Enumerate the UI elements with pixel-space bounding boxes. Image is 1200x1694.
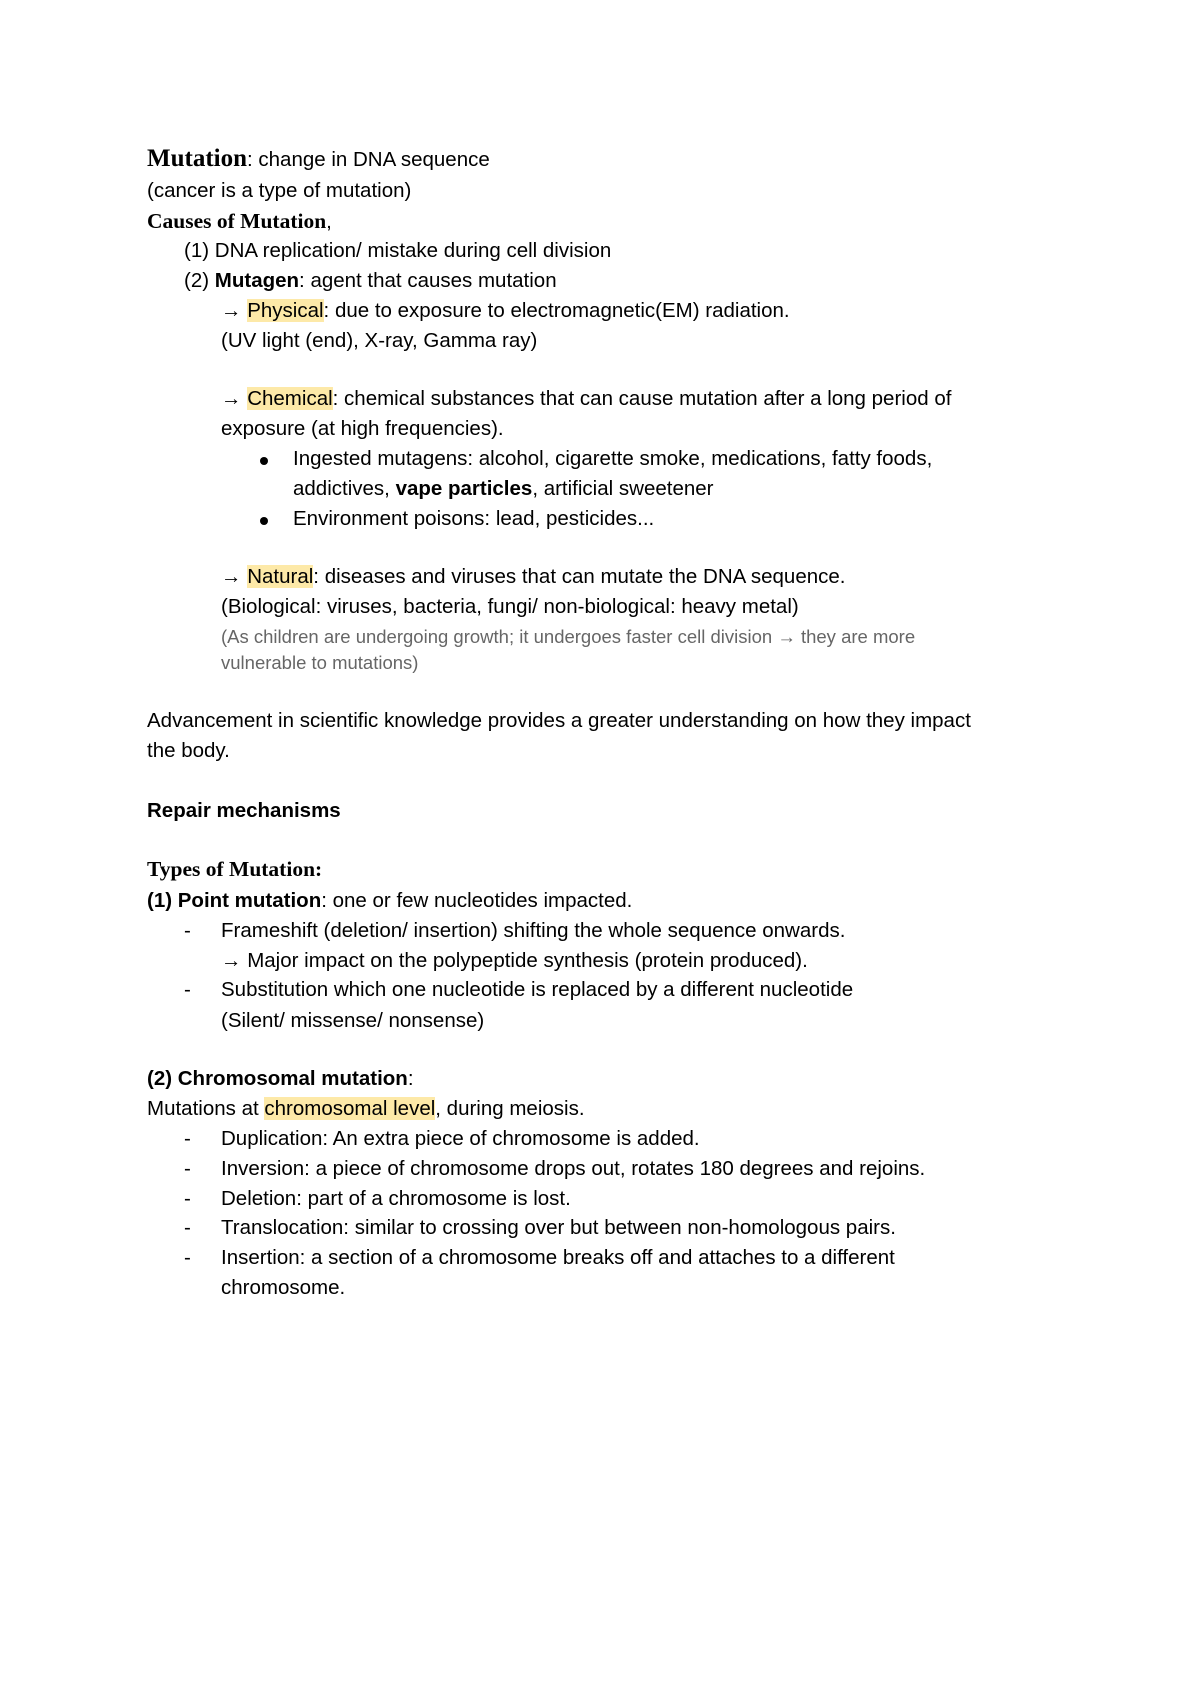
substitution-types: (Silent/ missense/ nonsense) — [221, 1009, 485, 1032]
chromosomal-level-highlight: chromosomal level — [264, 1097, 436, 1120]
environment-line: Environment poisons: lead, pesticides... — [293, 507, 655, 530]
cause-item-1: (1) DNA replication/ mistake during cell division — [184, 239, 612, 262]
ingested-line-1: Ingested mutagens: alcohol, cigarette smoke, medications, fatty foods, — [293, 447, 933, 470]
children-note-2: vulnerable to mutations) — [221, 652, 419, 673]
dash-marker: - — [184, 1216, 191, 1239]
physical-line: → Physical: due to exposure to electromagnetic(EM) radiation. — [221, 299, 790, 322]
natural-examples: (Biological: viruses, bacteria, fungi/ non-biological: heavy metal) — [221, 595, 799, 618]
physical-examples: (UV light (end), X-ray, Gamma ray) — [221, 329, 538, 352]
frameshift-line: Frameshift (deletion/ insertion) shifting the whole sequence onwards. — [221, 919, 846, 942]
advancement-line-2: the body. — [147, 739, 230, 762]
natural-highlight: Natural — [247, 565, 314, 588]
natural-line: → Natural: diseases and viruses that can mutate the DNA sequence. — [221, 565, 846, 588]
bullet-icon — [260, 517, 268, 525]
substitution-line: Substitution which one nucleotide is replaced by a different nucleotide — [221, 978, 854, 1001]
frameshift-impact: → Major impact on the polypeptide synthesis (protein produced). — [221, 949, 808, 972]
arrow-icon: → — [221, 387, 242, 410]
ingested-line-2: addictives, vape particles, artificial sweetener — [293, 477, 714, 500]
chromosomal-heading: (2) Chromosomal mutation: — [147, 1067, 414, 1090]
dash-marker: - — [184, 1187, 191, 1210]
dash-marker: - — [184, 978, 191, 1001]
mutation-definition: : change in DNA sequence — [247, 148, 490, 171]
dash-marker: - — [184, 1157, 191, 1180]
cause-item-2: (2) Mutagen: agent that causes mutation — [184, 269, 557, 292]
chemical-highlight: Chemical — [247, 387, 333, 410]
inversion-line: Inversion: a piece of chromosome drops out, rotates 180 degrees and rejoins. — [221, 1157, 926, 1180]
mutagen-term: Mutagen — [214, 269, 300, 292]
insertion-line-2: chromosome. — [221, 1276, 346, 1299]
arrow-icon: → — [221, 565, 242, 588]
mutation-term: Mutation — [147, 145, 247, 172]
chromosomal-intro: Mutations at chromosomal level, during meiosis. — [147, 1097, 585, 1120]
cancer-note: (cancer is a type of mutation) — [147, 179, 412, 202]
point-mutation-line: (1) Point mutation: one or few nucleotides impacted. — [147, 889, 633, 912]
dash-marker: - — [184, 1246, 191, 1269]
definition-line — [147, 146, 490, 173]
chemical-continuation: exposure (at high frequencies). — [221, 417, 504, 440]
repair-heading: Repair mechanisms — [147, 799, 341, 822]
translocation-line: Translocation: similar to crossing over but between non-homologous pairs. — [221, 1216, 896, 1239]
duplication-line: Duplication: An extra piece of chromosome is added. — [221, 1127, 700, 1150]
dash-marker: - — [184, 919, 191, 942]
vape-particles: vape particles — [395, 477, 533, 500]
children-note-1: (As children are undergoing growth; it undergoes faster cell division → they are more — [221, 626, 916, 647]
insertion-line-1: Insertion: a section of a chromosome breaks off and attaches to a different — [221, 1246, 895, 1269]
dash-marker: - — [184, 1127, 191, 1150]
physical-highlight: Physical — [247, 299, 324, 322]
arrow-icon: → — [221, 299, 242, 322]
advancement-line-1: Advancement in scientific knowledge provides a greater understanding on how they impact — [147, 709, 971, 732]
causes-heading: Causes of Mutation, — [147, 209, 332, 233]
deletion-line: Deletion: part of a chromosome is lost. — [221, 1187, 571, 1210]
chemical-line: → Chemical: chemical substances that can cause mutation after a long period of — [221, 387, 952, 410]
types-heading: Types of Mutation: — [147, 857, 323, 881]
bullet-icon — [260, 457, 268, 465]
